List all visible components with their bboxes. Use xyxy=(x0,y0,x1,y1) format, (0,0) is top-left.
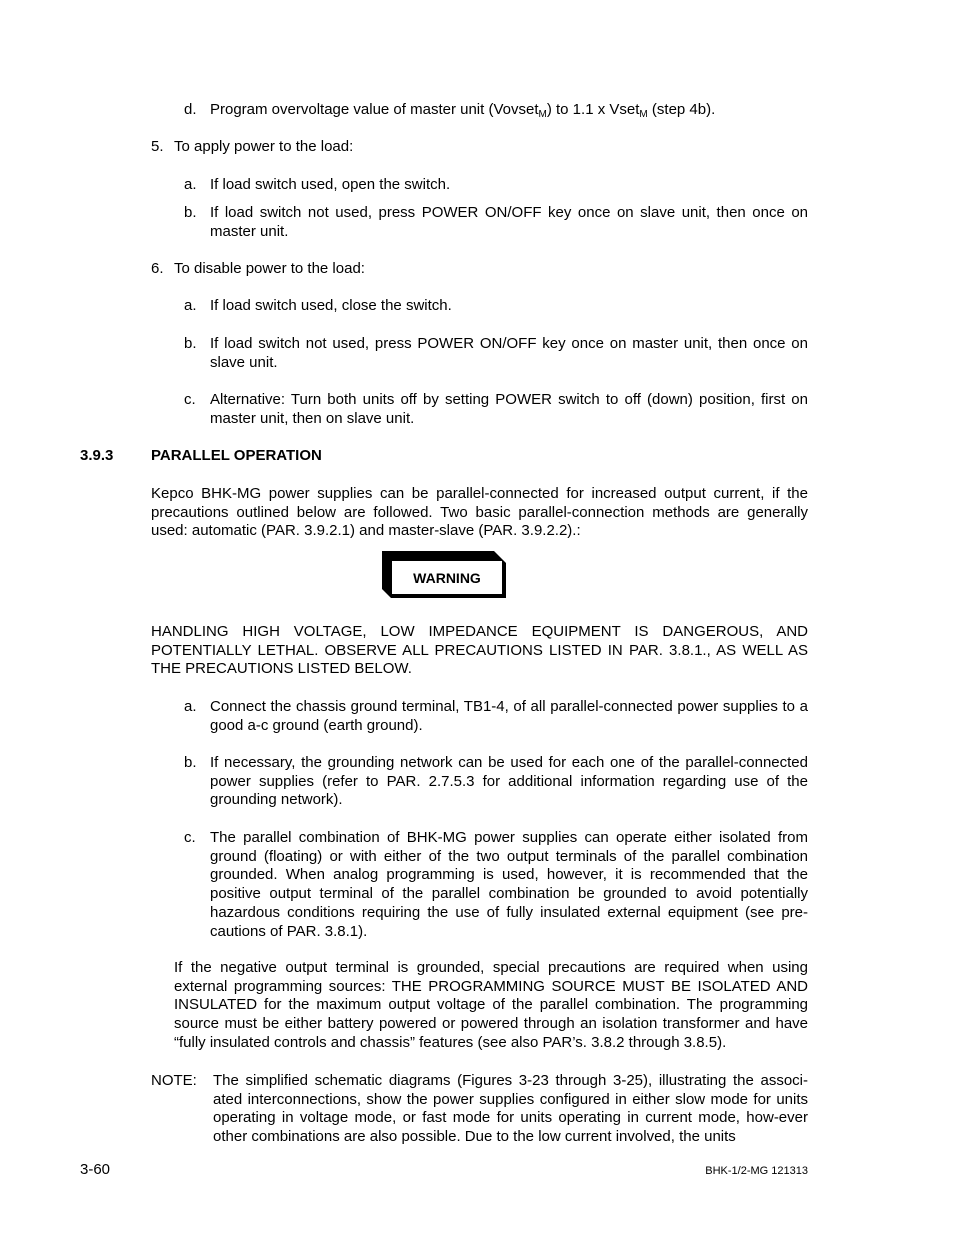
list-label: c. xyxy=(184,391,196,408)
list-text: If load switch used, close the switch. xyxy=(210,297,452,314)
step-5-number: 5. xyxy=(151,138,164,155)
list-text: The parallel combination of BHK-MG power supplies can operate either isolated from ground (floating) or with either of the two output terminals of the parallel combination grounded. When analog programming is used, however, it is recommended that the positive output terminal of the parallel combination be grounded to avoid potentially hazardous conditions requiring the use of fully insulated external equipment (see pre-cautions of PAR. 3.8.1). xyxy=(210,829,808,940)
negative-terminal-paragraph: If the negative output terminal is grounded, special precautions are required when using external programming sources: THE PROGRAMMING SOURCE MUST BE ISOLATED AND INSULATED for the maximum output voltage of the parallel combination. The programming source must be either battery powered or powered through an isolation transformer and have “fully insulated controls and chassis” features (see also PAR’s. 3.8.2 through 3.8.5). xyxy=(174,959,808,1051)
step-4d-label: d. xyxy=(184,101,197,118)
section-number: 3.9.3 xyxy=(80,447,114,464)
list-text: Alternative: Turn both units off by setting POWER switch to off (down) position, first on master unit, then on slave unit. xyxy=(210,391,808,427)
list-text: Connect the chassis ground terminal, TB1-4, of all parallel-connected power supplies to a good a-c ground (earth ground). xyxy=(210,698,808,734)
list-label: a. xyxy=(184,176,197,193)
list-label: c. xyxy=(184,829,196,846)
warning-label: WARNING xyxy=(391,560,503,595)
precaution-c xyxy=(184,829,808,945)
step-6c xyxy=(184,391,808,431)
note-label: NOTE: xyxy=(151,1072,197,1089)
step-6b xyxy=(184,335,808,375)
intro-paragraph: Kepco BHK-MG power supplies can be parallel-connected for increased output current, if the precautions outlined below are followed. Two basic parallel-connection methods are generally used: automatic (PAR. 3.9.2.1) and master-slave (PAR. 3.9.2.2).: xyxy=(151,485,808,540)
document-id: BHK-1/2-MG 121313 xyxy=(705,1165,808,1177)
warning-box xyxy=(382,551,506,598)
section-title: PARALLEL OPERATION xyxy=(151,447,322,464)
list-text: If load switch not used, press POWER ON/OFF key once on slave unit, then once on master unit. xyxy=(210,204,808,240)
warning-text: HANDLING HIGH VOLTAGE, LOW IMPEDANCE EQUIPMENT IS DANGEROUS, AND POTENTIALLY LETHAL. OBSERVE ALL PRECAUTIONS LISTED IN PAR. 3.8.1., AS WELL AS THE PRECAUTIONS LISTED BELOW. xyxy=(151,623,808,678)
list-text: If necessary, the grounding network can be used for each one of the parallel-connected power supplies (refer to PAR. 2.7.5.3 for additional information regarding use of the grounding network). xyxy=(210,754,808,809)
precaution-a xyxy=(184,698,808,738)
list-text: If load switch not used, press POWER ON/OFF key once on master unit, then once on slave unit. xyxy=(210,335,808,371)
step-5-text: To apply power to the load: xyxy=(174,138,354,155)
step-6-text: To disable power to the load: xyxy=(174,260,365,277)
note xyxy=(151,1072,808,1148)
list-label: b. xyxy=(184,335,197,352)
step-4d-text: Program overvoltage value of master unit (Vovset$_M$) to 1.1 x Vset$_M$ (step 4b). xyxy=(210,101,716,120)
precaution-b xyxy=(184,754,808,812)
step-6-number: 6. xyxy=(151,260,164,277)
note-text: The simplified schematic diagrams (Figures 3-23 through 3-25), illustrating the associ-ated interconnections, show the power supplies configured in either slow mode for units operating in voltage mode, or fast mode for units operating in current mode, how-ever other combinations are also possible. Due to the low current involved, the units xyxy=(213,1072,808,1146)
list-label: b. xyxy=(184,754,197,771)
step-5b xyxy=(184,204,808,244)
page-number: 3-60 xyxy=(80,1161,111,1178)
list-label: b. xyxy=(184,204,197,221)
list-label: a. xyxy=(184,297,197,314)
list-text: If load switch used, open the switch. xyxy=(210,176,451,193)
list-label: a. xyxy=(184,698,197,715)
